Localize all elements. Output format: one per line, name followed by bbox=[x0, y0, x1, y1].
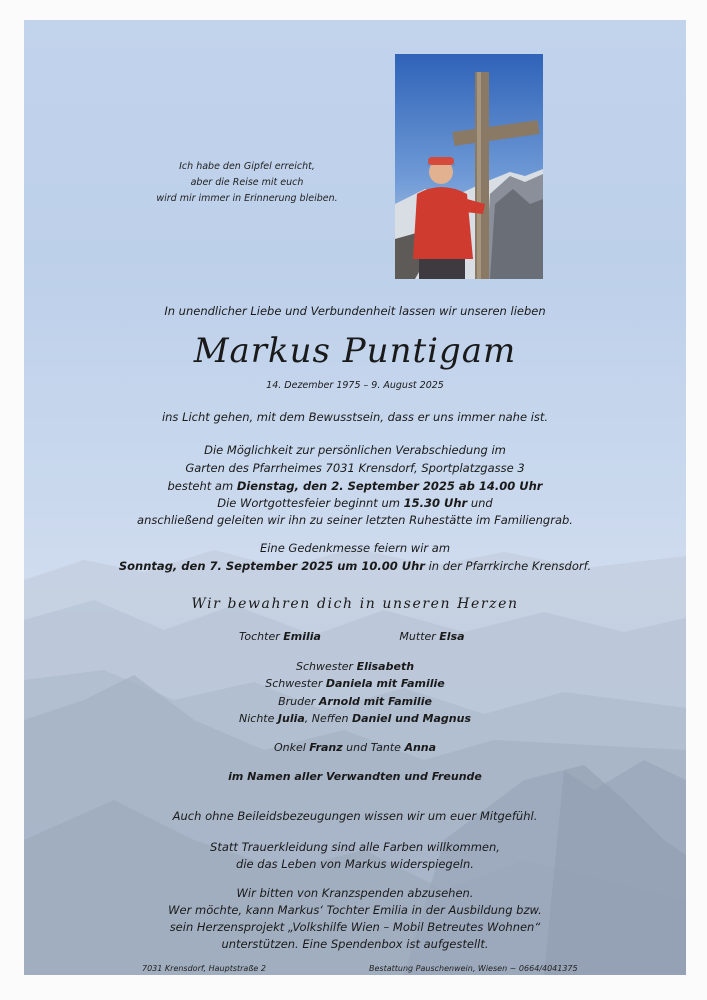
family-daughter: Tochter Emilia bbox=[239, 630, 321, 643]
family-relatives: im Namen aller Verwandten und Freunde bbox=[228, 770, 482, 783]
family-sister-2: Schwester Daniela mit Familie bbox=[265, 677, 445, 690]
farewell-line-4: Die Wortgottesfeier beginnt um 15.30 Uhr und bbox=[217, 496, 493, 510]
family-uncle-aunt: Onkel Franz und Tante Anna bbox=[273, 741, 437, 754]
family-niece-nephews: Nichte Julia, Neffen Daniel und Magnus bbox=[239, 712, 471, 725]
mass-line-2: Sonntag, den 7. September 2025 um 10.00 Uhr in der Pfarrkirche Krensdorf. bbox=[118, 559, 592, 573]
wreath-line-1: Wir bitten von Kranzspenden abzusehen. bbox=[236, 886, 474, 900]
wreath-line-4: unterstützen. Eine Spendenbox ist aufgestellt. bbox=[221, 937, 489, 951]
footer-address: 7031 Krensdorf, Hauptstraße 2 bbox=[142, 964, 266, 973]
intro-text: In unendlicher Liebe und Verbundenheit lassen wir unseren lieben bbox=[164, 304, 546, 318]
colors-line-1: Statt Trauerkleidung sind alle Farben willkommen, bbox=[210, 840, 500, 854]
footer-funeral-home: Bestattung Pauschenwein, Wiesen ~ 0664/4041375 bbox=[369, 964, 578, 973]
hearts-heading: Wir bewahren dich in unseren Herzen bbox=[191, 596, 519, 612]
life-dates: 14. Dezember 1975 – 9. August 2025 bbox=[266, 380, 444, 391]
farewell-line-5: anschließend geleiten wir ihn zu seiner letzten Ruhestätte im Familiengrab. bbox=[137, 513, 573, 527]
deceased-name: Markus Puntigam bbox=[193, 331, 517, 371]
sympathy-text: Auch ohne Beileidsbezeugungen wissen wir um euer Mitgefühl. bbox=[172, 809, 538, 823]
colors-line-2: die das Leben von Markus widerspiegeln. bbox=[236, 857, 474, 871]
wreath-line-2: Wer möchte, kann Markus‘ Tochter Emilia in der Ausbildung bzw. bbox=[168, 903, 542, 917]
family-sister-1: Schwester Elisabeth bbox=[295, 660, 415, 673]
family-mother: Mutter Elsa bbox=[399, 630, 465, 643]
quote-line: Ich habe den Gipfel erreicht, bbox=[179, 161, 315, 172]
quote bbox=[132, 159, 362, 207]
farewell-line-1: Die Möglichkeit zur persönlichen Verabschiedung im bbox=[204, 443, 506, 457]
family-brother: Bruder Arnold mit Familie bbox=[278, 695, 432, 708]
quote-line: wird mir immer in Erinnerung bleiben. bbox=[156, 193, 338, 204]
mass-line-1: Eine Gedenkmesse feiern wir am bbox=[259, 541, 451, 555]
quote-line: aber die Reise mit euch bbox=[190, 177, 304, 188]
wreath-line-3: sein Herzensprojekt „Volkshilfe Wien – Mobil Betreutes Wohnen“ bbox=[169, 920, 541, 934]
light-line: ins Licht gehen, mit dem Bewusstsein, dass er uns immer nahe ist. bbox=[161, 410, 549, 424]
portrait-photo bbox=[395, 54, 543, 279]
farewell-line-2: Garten des Pfarrheimes 7031 Krensdorf, Sportplatzgasse 3 bbox=[185, 461, 525, 475]
parte-card bbox=[24, 20, 686, 975]
farewell-line-3: besteht am Dienstag, den 2. September 2025 ab 14.00 Uhr bbox=[167, 479, 543, 493]
